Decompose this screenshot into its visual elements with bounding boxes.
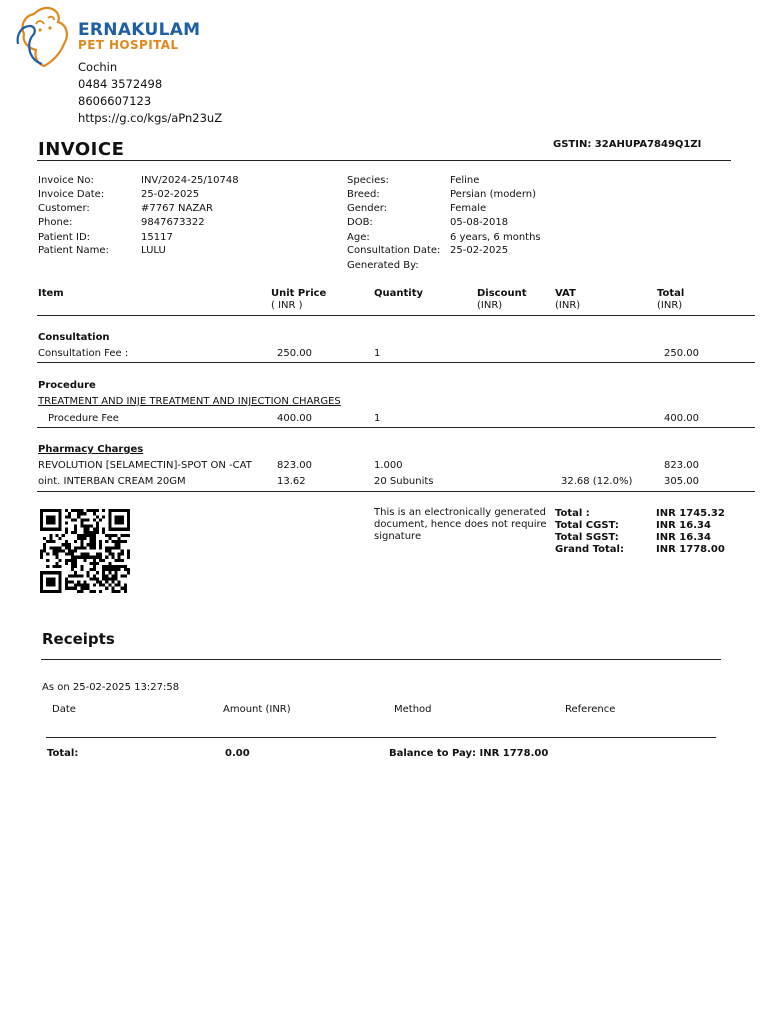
title-divider xyxy=(37,160,731,161)
receipts-table-divider xyxy=(46,737,716,738)
section-divider xyxy=(37,427,755,428)
clinic-city: Cochin xyxy=(78,60,118,74)
cgst-value: INR 16.34 xyxy=(656,520,711,531)
row-unit-price: 400.00 xyxy=(277,413,312,424)
col-item: Item xyxy=(38,288,64,299)
receipts-col-method: Method xyxy=(394,704,432,715)
row-total: 400.00 xyxy=(664,413,699,424)
clinic-logo xyxy=(14,4,74,70)
meta-label: Species: xyxy=(347,175,389,186)
clinic-link[interactable]: https://g.co/kgs/aPn23uZ xyxy=(78,111,223,125)
grand-total-value: INR 1778.00 xyxy=(656,544,725,555)
balance-to-pay: Balance to Pay: INR 1778.00 xyxy=(389,748,549,759)
meta-label: DOB: xyxy=(347,217,373,228)
clinic-name-line1: ERNAKULAM xyxy=(78,20,201,40)
total-label: Total : xyxy=(555,508,590,519)
meta-label: Invoice No: xyxy=(38,175,94,186)
total-value: INR 1745.32 xyxy=(656,508,725,519)
row-item: REVOLUTION [SELAMECTIN]-SPOT ON -CAT xyxy=(38,460,252,471)
meta-label: Generated By: xyxy=(347,260,419,271)
row-unit-price: 13.62 xyxy=(277,476,306,487)
meta-label: Phone: xyxy=(38,217,73,228)
procedure-subtitle: TREATMENT AND INJE TREATMENT AND INJECTION CHARGES xyxy=(38,396,341,407)
row-item: Consultation Fee : xyxy=(38,348,129,359)
col-unit-price-sub: ( INR ) xyxy=(271,300,303,311)
row-vat: 32.68 (12.0%) xyxy=(561,476,633,487)
receipts-as-on: As on 25-02-2025 13:27:58 xyxy=(42,682,180,693)
meta-right xyxy=(347,174,607,274)
header-divider xyxy=(37,315,755,316)
row-total: 250.00 xyxy=(664,348,699,359)
meta-label: Patient Name: xyxy=(38,245,109,256)
breed: Persian (modern) xyxy=(450,189,537,200)
section-divider xyxy=(37,362,755,363)
meta-label: Age: xyxy=(347,232,370,243)
clinic-name-line2: PET HOSPITAL xyxy=(78,38,179,52)
meta-label: Consultation Date: xyxy=(347,245,441,256)
gstin: GSTIN: 32AHUPA7849Q1ZI xyxy=(553,139,702,150)
dog-cat-logo-icon xyxy=(14,4,74,70)
row-total: 823.00 xyxy=(664,460,699,471)
row-quantity: 1 xyxy=(374,348,381,359)
dob: 05-08-2018 xyxy=(450,217,509,228)
meta-left xyxy=(38,174,338,274)
receipts-col-reference: Reference xyxy=(565,704,616,715)
clinic-phone2: 8606607123 xyxy=(78,94,152,108)
receipts-total-label: Total: xyxy=(47,748,79,759)
receipts-divider xyxy=(41,659,721,660)
age: 6 years, 6 months xyxy=(450,232,541,243)
col-unit-price: Unit Price xyxy=(271,288,327,299)
meta-label: Customer: xyxy=(38,203,90,214)
receipts-total-value: 0.00 xyxy=(225,748,250,759)
clinic-name xyxy=(78,22,200,52)
col-total: Total xyxy=(657,288,685,299)
cgst-label: Total CGST: xyxy=(555,520,619,531)
row-quantity: 1 xyxy=(374,413,381,424)
clinic-phone1: 0484 3572498 xyxy=(78,77,163,91)
section-title-pharmacy: Pharmacy Charges xyxy=(38,444,144,455)
sgst-label: Total SGST: xyxy=(555,532,619,543)
col-discount-sub: (INR) xyxy=(477,300,503,311)
row-total: 305.00 xyxy=(664,476,699,487)
e-document-notice: This is an electronically generated document, hence does not require signature xyxy=(374,507,547,542)
col-vat-sub: (INR) xyxy=(555,300,581,311)
section-title-consultation: Consultation xyxy=(38,332,110,343)
phone: 9847673322 xyxy=(141,217,205,228)
col-total-sub: (INR) xyxy=(657,300,683,311)
col-discount: Discount xyxy=(477,288,527,299)
row-quantity: 20 Subunits xyxy=(374,476,434,487)
row-quantity: 1.000 xyxy=(374,460,403,471)
row-unit-price: 250.00 xyxy=(277,348,312,359)
gender: Female xyxy=(450,203,487,214)
col-quantity: Quantity xyxy=(374,288,423,299)
meta-label: Breed: xyxy=(347,189,380,200)
receipts-col-date: Date xyxy=(52,704,76,715)
col-vat: VAT xyxy=(555,288,576,299)
patient-id: 15117 xyxy=(141,232,173,243)
row-unit-price: 823.00 xyxy=(277,460,312,471)
receipts-col-amount: Amount (INR) xyxy=(223,704,291,715)
patient-name: LULU xyxy=(141,245,166,256)
meta-label: Patient ID: xyxy=(38,232,91,243)
row-item: Procedure Fee xyxy=(48,413,119,424)
row-item: oint. INTERBAN CREAM 20GM xyxy=(38,476,186,487)
clinic-contact xyxy=(78,59,222,127)
customer: #7767 NAZAR xyxy=(141,203,213,214)
qr-code-icon xyxy=(40,509,130,593)
receipts-title: Receipts xyxy=(42,630,115,648)
grand-total-label: Grand Total: xyxy=(555,544,624,555)
meta-label: Invoice Date: xyxy=(38,189,105,200)
section-divider xyxy=(37,491,755,492)
section-title-procedure: Procedure xyxy=(38,380,96,391)
sgst-value: INR 16.34 xyxy=(656,532,711,543)
invoice-date: 25-02-2025 xyxy=(141,189,200,200)
invoice-number: INV/2024-25/10748 xyxy=(141,175,239,186)
consultation-date: 25-02-2025 xyxy=(450,245,509,256)
species: Feline xyxy=(450,175,480,186)
meta-label: Gender: xyxy=(347,203,388,214)
invoice-title: INVOICE xyxy=(38,139,125,160)
